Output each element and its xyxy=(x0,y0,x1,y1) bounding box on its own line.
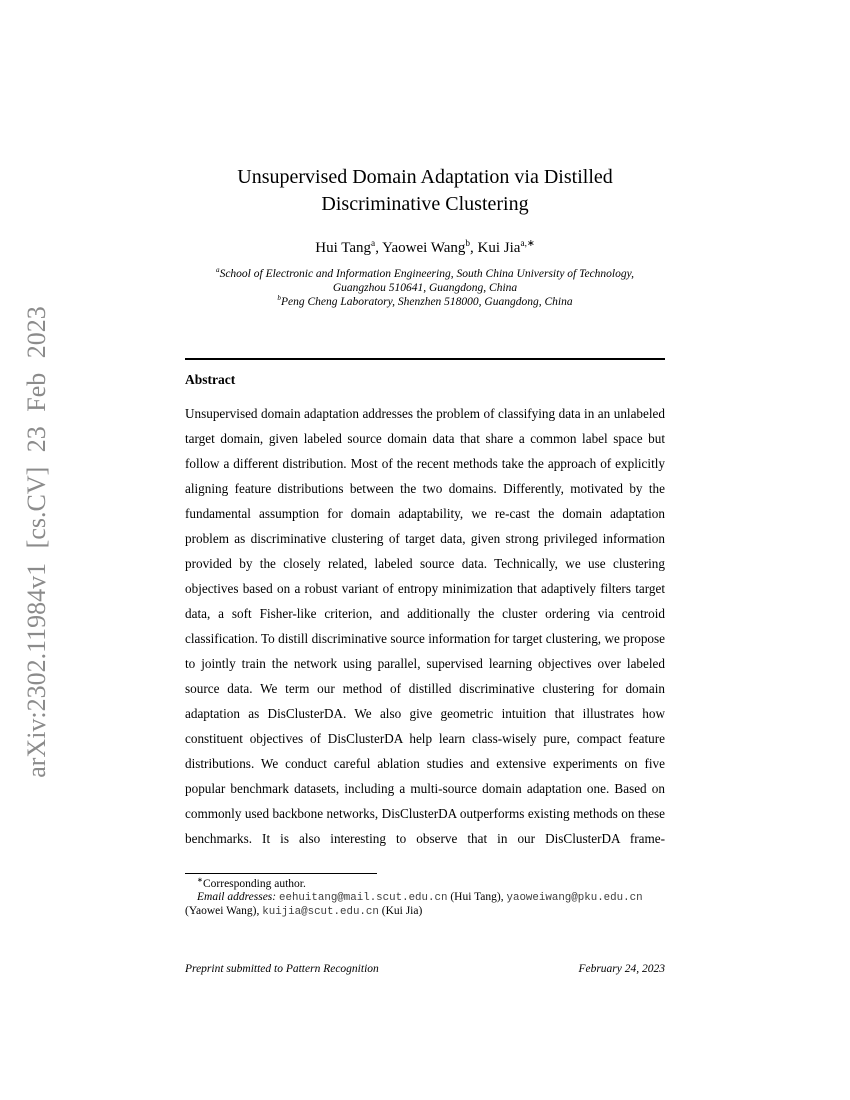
email-address: yaoweiwang@pku.edu.cn xyxy=(506,892,643,905)
paper-title xyxy=(185,164,665,218)
email-address: eehuitang@mail.scut.edu.cn xyxy=(278,892,448,905)
author-separator: , xyxy=(470,240,478,256)
author-affiliation-superscript: a,∗ xyxy=(520,239,535,249)
abstract-text: Unsupervised domain adaptation addresses the problem of classifying data in an unlabeled target domain, given labeled source domain data that share a common label space but follow a different distribution. Most of the recent methods take the approach of explicitly aligning feature distributions between the two domains. Differently, motivated by the fundamental assumption for domain adaptability, we re-cast the domain adaptation problem as discriminative clustering of target data, given strong privileged information provided by the closely related, labeled source data. Technically, we use clustering objectives based on a robust variant of entropy minimization that adaptively filters target data, a soft Fisher-like criterion, and additionally the cluster ordering via centroid classification. To distill discriminative source information for target clustering, we propose to jointly train the network using parallel, supervised learning objectives over labeled source data. We term our method of distilled discriminative clustering for domain adaptation as DisClusterDA. We also give geometric intuition that illustrates how constituent objectives of DisClusterDA help learn class-wisely pure, compact feature distributions. We conduct careful ablation studies and extensive experiments on five popular benchmark datasets, including a multi-source domain adaptation one. Based on commonly used backbone networks, DisClusterDA outperforms existing methods on these benchmarks. It is also interesting to observe that in our DisClusterDA frame- xyxy=(185,406,665,846)
abstract-top-rule xyxy=(185,358,665,360)
affiliation-superscript: b xyxy=(277,293,281,302)
author-name: Kui Jia xyxy=(477,240,521,256)
author-name: Hui Tang xyxy=(315,240,372,256)
affiliation-text: Peng Cheng Laboratory, Shenzhen 518000, Guangdong, China xyxy=(280,295,573,308)
author-name: Yaowei Wang xyxy=(382,240,466,256)
email-address: kuijia@scut.edu.cn xyxy=(262,906,379,919)
author-affiliation-superscript: a xyxy=(371,239,376,249)
affiliation-line xyxy=(155,268,695,282)
page-footer xyxy=(185,963,665,975)
email-addresses-note xyxy=(185,891,665,919)
email-owner-name: (Yaowei Wang), xyxy=(185,905,263,918)
corresponding-author-text: Corresponding author. xyxy=(202,878,306,890)
affiliation-superscript: a xyxy=(216,266,220,275)
affiliation-line xyxy=(155,282,695,296)
email-addresses-label: Email addresses: xyxy=(197,891,279,904)
affiliation-text: Guangzhou 510641, Guangdong, China xyxy=(332,281,518,294)
footnote-block xyxy=(185,878,665,920)
authors-line xyxy=(185,240,665,257)
footer-submission-note: Preprint submitted to Pattern Recognition xyxy=(185,963,379,975)
affiliation-text: School of Electronic and Information Engineering, South China University of Technology, xyxy=(219,268,634,280)
email-owner-name: (Hui Tang), xyxy=(447,891,507,904)
abstract-heading: Abstract xyxy=(185,372,236,387)
affiliations-block xyxy=(155,268,695,309)
email-owner-name: (Kui Jia) xyxy=(378,905,423,918)
footer-date: February 24, 2023 xyxy=(578,963,665,975)
affiliation-line xyxy=(155,293,695,310)
footnote-rule xyxy=(185,873,377,874)
arxiv-watermark: arXiv:2302.11984v1 [cs.CV] 23 Feb 2023 xyxy=(22,306,51,778)
corresponding-author-note xyxy=(185,878,665,891)
paper-title-line1: Unsupervised Domain Adaptation via Distilled xyxy=(237,166,613,188)
footnote-marker: ∗ xyxy=(197,876,203,885)
author-separator: , xyxy=(375,240,383,256)
author-affiliation-superscript: b xyxy=(465,239,471,249)
paper-title-line2: Discriminative Clustering xyxy=(321,193,529,215)
